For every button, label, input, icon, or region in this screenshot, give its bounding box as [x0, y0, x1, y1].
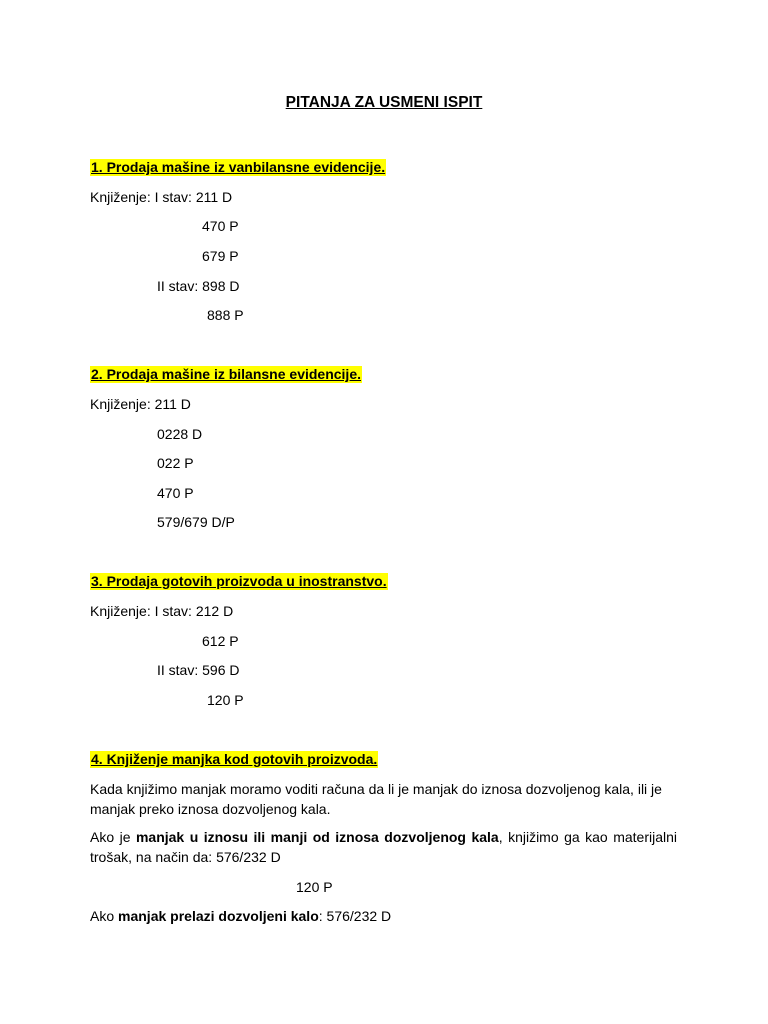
- q4-p3-post: : 576/232 D: [318, 908, 392, 924]
- q1-line: 470 P: [202, 218, 239, 234]
- q4-paragraph-2: [90, 827, 677, 867]
- question-1-heading: 1. Prodaja mašine iz vanbilansne evidencije.: [91, 159, 386, 175]
- q2-line: 022 P: [157, 455, 194, 471]
- q4-p3-bold: manjak prelazi dozvoljeni kalo: [118, 908, 319, 924]
- q4-line: 120 P: [296, 879, 333, 895]
- q3-line: 612 P: [202, 633, 239, 649]
- q4-paragraph-3: [90, 906, 677, 926]
- q1-line: II stav: 898 D: [157, 278, 240, 294]
- q4-p2-post: , knjižimo ga kao materijalni trošak, na način da: 576/232 D: [90, 829, 677, 865]
- q4-p2-pre: Ako je: [90, 829, 136, 845]
- q2-line: 0228 D: [157, 426, 203, 442]
- page-title: PITANJA ZA USMENI ISPIT: [285, 94, 483, 111]
- question-3-heading: 3. Prodaja gotovih proizvoda u inostranstvo.: [91, 573, 387, 589]
- q3-line: II stav: 596 D: [157, 662, 240, 678]
- q1-line: Knjiženje: I stav: 211 D: [90, 189, 233, 205]
- question-2-heading: 2. Prodaja mašine iz bilansne evidencije.: [91, 366, 361, 382]
- q2-line: 470 P: [157, 485, 194, 501]
- q2-line: Knjiženje: 211 D: [90, 396, 191, 412]
- question-4-heading: 4. Knjiženje manjka kod gotovih proizvoda.: [91, 751, 378, 767]
- q1-line: 888 P: [207, 307, 244, 323]
- q4-p2-bold: manjak u iznosu ili manji od iznosa dozvoljenog kala: [135, 829, 499, 845]
- q1-line: 679 P: [202, 248, 239, 264]
- q3-line: Knjiženje: I stav: 212 D: [90, 603, 234, 619]
- q2-line: 579/679 D/P: [157, 514, 235, 530]
- q4-p3-pre: Ako: [90, 908, 119, 924]
- q3-line: 120 P: [207, 692, 244, 708]
- q4-paragraph-1: Kada knjižimo manjak moramo voditi računa da li je manjak do iznosa dozvoljenog kala, ili je manjak preko iznosa dozvoljenog kala.: [90, 781, 662, 817]
